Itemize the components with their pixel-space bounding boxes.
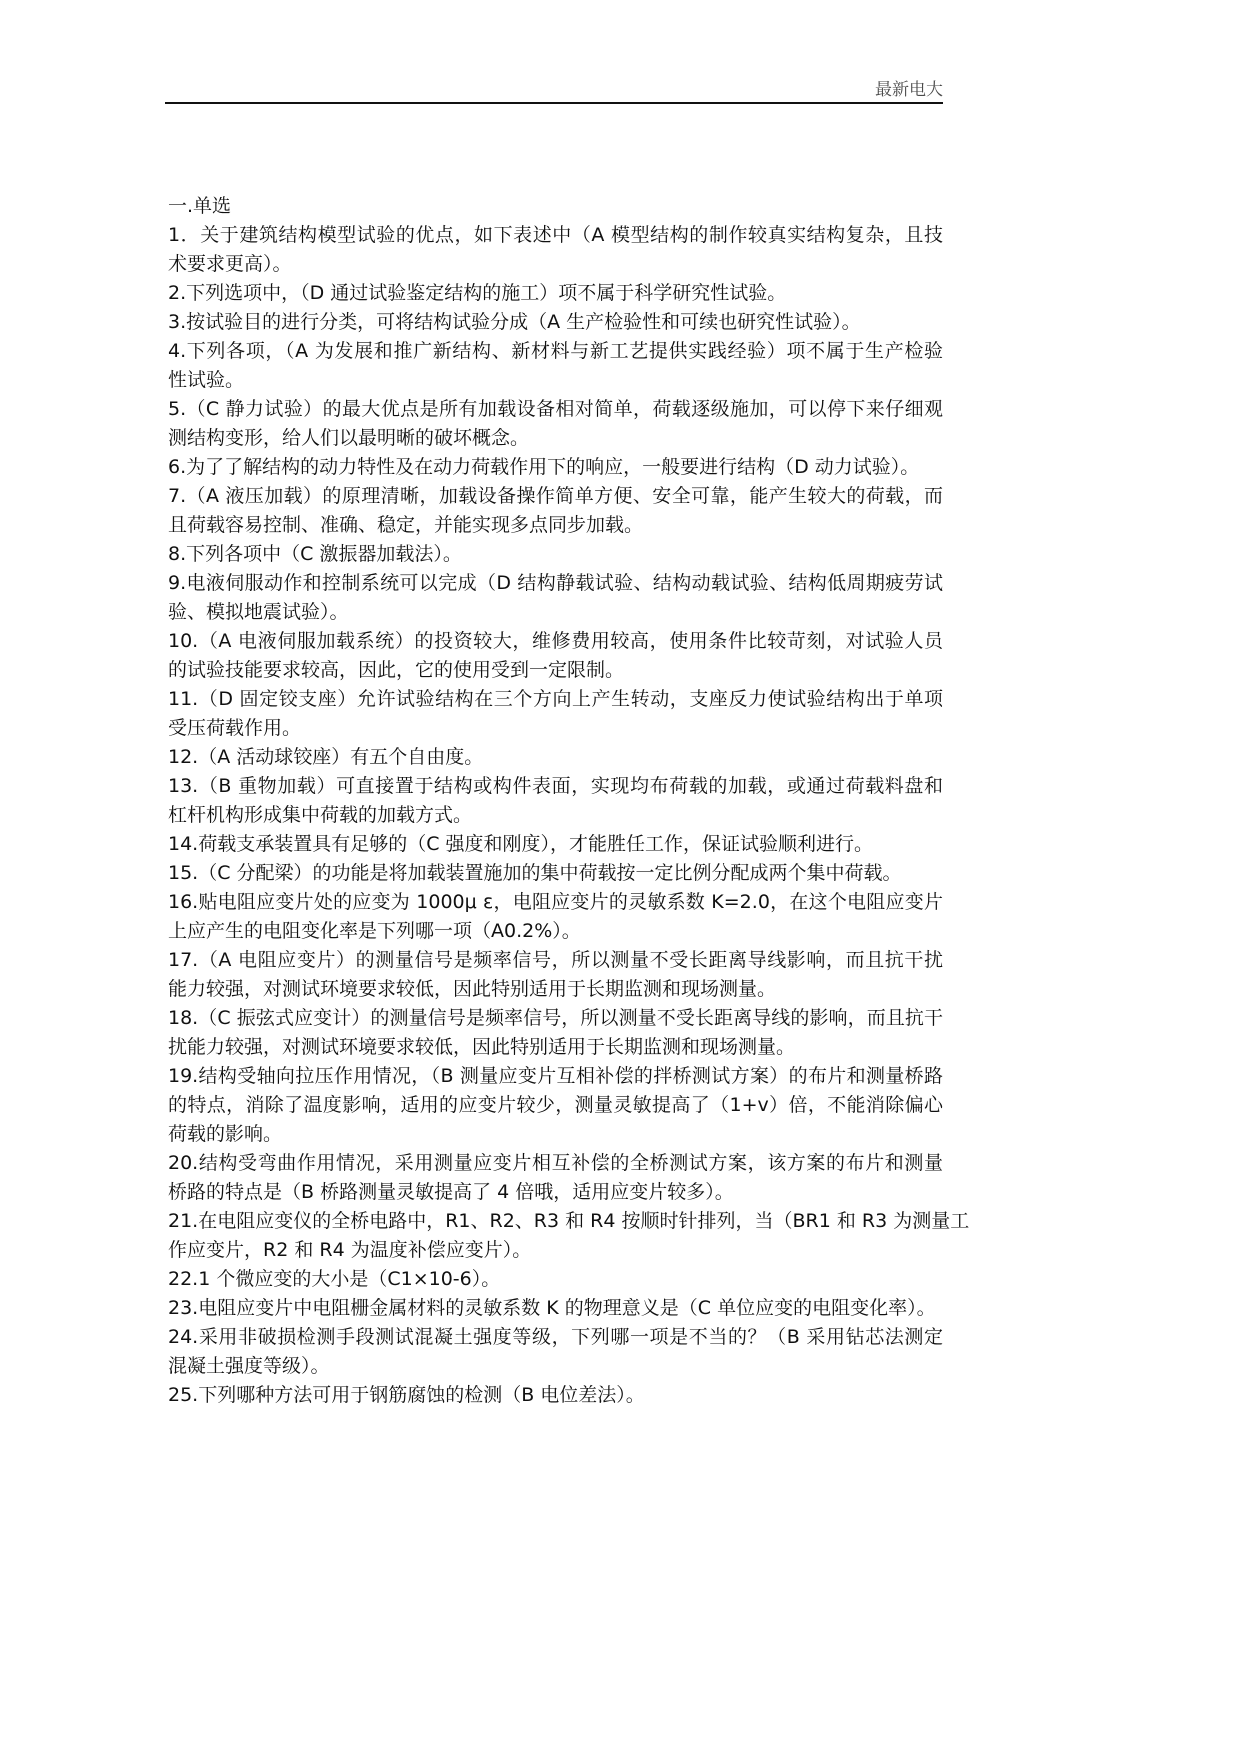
question-line: 12.（A 活动球铰座）有五个自由度。 bbox=[168, 746, 484, 768]
question-item bbox=[168, 482, 943, 540]
question-line: 24.采用非破损检测手段测试混凝土强度等级，下列哪一项是不当的？（B 采用钻芯法测定 bbox=[168, 1326, 943, 1348]
question-item bbox=[168, 1207, 970, 1265]
question-line: 术要求更高）。 bbox=[168, 253, 292, 275]
question-item bbox=[168, 569, 943, 627]
question-item bbox=[168, 1323, 943, 1381]
question-item bbox=[168, 743, 943, 772]
question-line: 9.电液伺服动作和控制系统可以完成（D 结构静载试验、结构动载试验、结构低周期疲劳试 bbox=[168, 572, 943, 594]
question-line: 16.贴电阻应变片处的应变为 1000μ ε，电阻应变片的灵敏系数 K=2.0，在这个电阻应变片 bbox=[168, 891, 943, 913]
question-item bbox=[168, 859, 943, 888]
question-line: 能力较强，对测试环境要求较低，因此特别适用于长期监测和现场测量。 bbox=[168, 978, 777, 1000]
question-line: 杠杆机构形成集中荷载的加载方式。 bbox=[168, 804, 473, 826]
question-line: 3.按试验目的进行分类，可将结构试验分成（A 生产检验性和可续也研究性试验）。 bbox=[168, 311, 861, 333]
question-item bbox=[168, 772, 943, 830]
question-item bbox=[168, 888, 943, 946]
question-line: 扰能力较强，对测试环境要求较低，因此特别适用于长期监测和现场测量。 bbox=[168, 1036, 796, 1058]
question-item bbox=[168, 540, 943, 569]
question-item bbox=[168, 627, 943, 685]
header-title: 最新电大 bbox=[875, 80, 943, 100]
question-line: 21.在电阻应变仪的全桥电路中，R1、R2、R3 和 R4 按顺时针排列，当（BR1 和 R3 为测量工 bbox=[168, 1210, 970, 1232]
question-line: 17.（A 电阻应变片）的测量信号是频率信号，所以测量不受长距离导线影响，而且抗干扰 bbox=[168, 949, 943, 971]
question-item bbox=[168, 1004, 943, 1062]
question-line: 的试验技能要求较高，因此，它的使用受到一定限制。 bbox=[168, 659, 625, 681]
question-item bbox=[168, 395, 943, 453]
question-item bbox=[168, 1265, 943, 1294]
question-item bbox=[168, 1062, 943, 1149]
question-line: 性试验。 bbox=[168, 369, 245, 391]
question-line: 22.1 个微应变的大小是（C1×10-6）。 bbox=[168, 1268, 501, 1290]
question-line: 19.结构受轴向拉压作用情况，（B 测量应变片互相补偿的拌桥测试方案）的布片和测量桥路 bbox=[168, 1065, 943, 1087]
question-line: 混凝土强度等级）。 bbox=[168, 1355, 330, 1377]
question-item bbox=[168, 946, 943, 1004]
question-line: 验、模拟地震试验）。 bbox=[168, 601, 349, 623]
question-item bbox=[168, 453, 943, 482]
question-line: 测结构变形，给人们以最明晰的破坏概念。 bbox=[168, 427, 530, 449]
question-line: 7.（A 液压加载）的原理清晰，加载设备操作简单方便、安全可靠，能产生较大的荷载，而 bbox=[168, 485, 943, 507]
question-line: 1．关于建筑结构模型试验的优点，如下表述中（A 模型结构的制作较真实结构复杂，且技 bbox=[168, 224, 943, 246]
question-line: 5.（C 静力试验）的最大优点是所有加载设备相对简单，荷载逐级施加，可以停下来仔细观 bbox=[168, 398, 943, 420]
question-line: 且荷载容易控制、准确、稳定，并能实现多点同步加载。 bbox=[168, 514, 644, 536]
question-list bbox=[168, 221, 970, 1410]
question-line: 荷载的影响。 bbox=[168, 1123, 283, 1145]
question-item bbox=[168, 337, 943, 395]
question-line: 14.荷载支承装置具有足够的（C 强度和刚度），才能胜任工作，保证试验顺利进行。 bbox=[168, 833, 874, 855]
header-rule bbox=[165, 102, 943, 104]
question-line: 23.电阻应变片中电阻栅金属材料的灵敏系数 K 的物理意义是（C 单位应变的电阻变化率）。 bbox=[168, 1297, 936, 1319]
question-line: 6.为了了解结构的动力特性及在动力荷载作用下的响应，一般要进行结构（D 动力试验）。 bbox=[168, 456, 920, 478]
section-heading: 一.单选 bbox=[168, 195, 232, 217]
question-item bbox=[168, 1149, 943, 1207]
document-body bbox=[168, 192, 970, 1410]
question-item bbox=[168, 308, 943, 337]
question-line: 的特点，消除了温度影响，适用的应变片较少，测量灵敏提高了（1+v）倍，不能消除偏心 bbox=[168, 1094, 943, 1116]
question-line: 4.下列各项，（A 为发展和推广新结构、新材料与新工艺提供实践经验）项不属于生产检验 bbox=[168, 340, 943, 362]
question-line: 11.（D 固定铰支座）允许试验结构在三个方向上产生转动，支座反力使试验结构出于单项 bbox=[168, 688, 943, 710]
question-line: 15.（C 分配梁）的功能是将加载装置施加的集中荷载按一定比例分配成两个集中荷载。 bbox=[168, 862, 902, 884]
question-line: 18.（C 振弦式应变计）的测量信号是频率信号，所以测量不受长距离导线的影响，而且抗干 bbox=[168, 1007, 943, 1029]
question-line: 20.结构受弯曲作用情况，采用测量应变片相互补偿的全桥测试方案，该方案的布片和测量 bbox=[168, 1152, 943, 1174]
question-item bbox=[168, 221, 943, 279]
question-line: 作应变片，R2 和 R4 为温度补偿应变片）。 bbox=[168, 1239, 532, 1261]
question-line: 2.下列选项中，（D 通过试验鉴定结构的施工）项不属于科学研究性试验。 bbox=[168, 282, 787, 304]
question-item bbox=[168, 685, 943, 743]
question-line: 25.下列哪种方法可用于钢筋腐蚀的检测（B 电位差法）。 bbox=[168, 1384, 645, 1406]
question-line: 8.下列各项中（C 激振器加载法）。 bbox=[168, 543, 462, 565]
question-line: 桥路的特点是（B 桥路测量灵敏提高了 4 倍哦，适用应变片较多）。 bbox=[168, 1181, 734, 1203]
question-item bbox=[168, 1381, 943, 1410]
question-item bbox=[168, 1294, 943, 1323]
question-line: 13.（B 重物加载）可直接置于结构或构件表面，实现均布荷载的加载，或通过荷载料盘和 bbox=[168, 775, 943, 797]
question-line: 上应产生的电阻变化率是下列哪一项（A0.2%）。 bbox=[168, 920, 581, 942]
question-item bbox=[168, 279, 943, 308]
question-item bbox=[168, 830, 943, 859]
question-line: 10.（A 电液伺服加载系统）的投资较大，维修费用较高，使用条件比较苛刻，对试验人员 bbox=[168, 630, 943, 652]
question-line: 受压荷载作用。 bbox=[168, 717, 302, 739]
